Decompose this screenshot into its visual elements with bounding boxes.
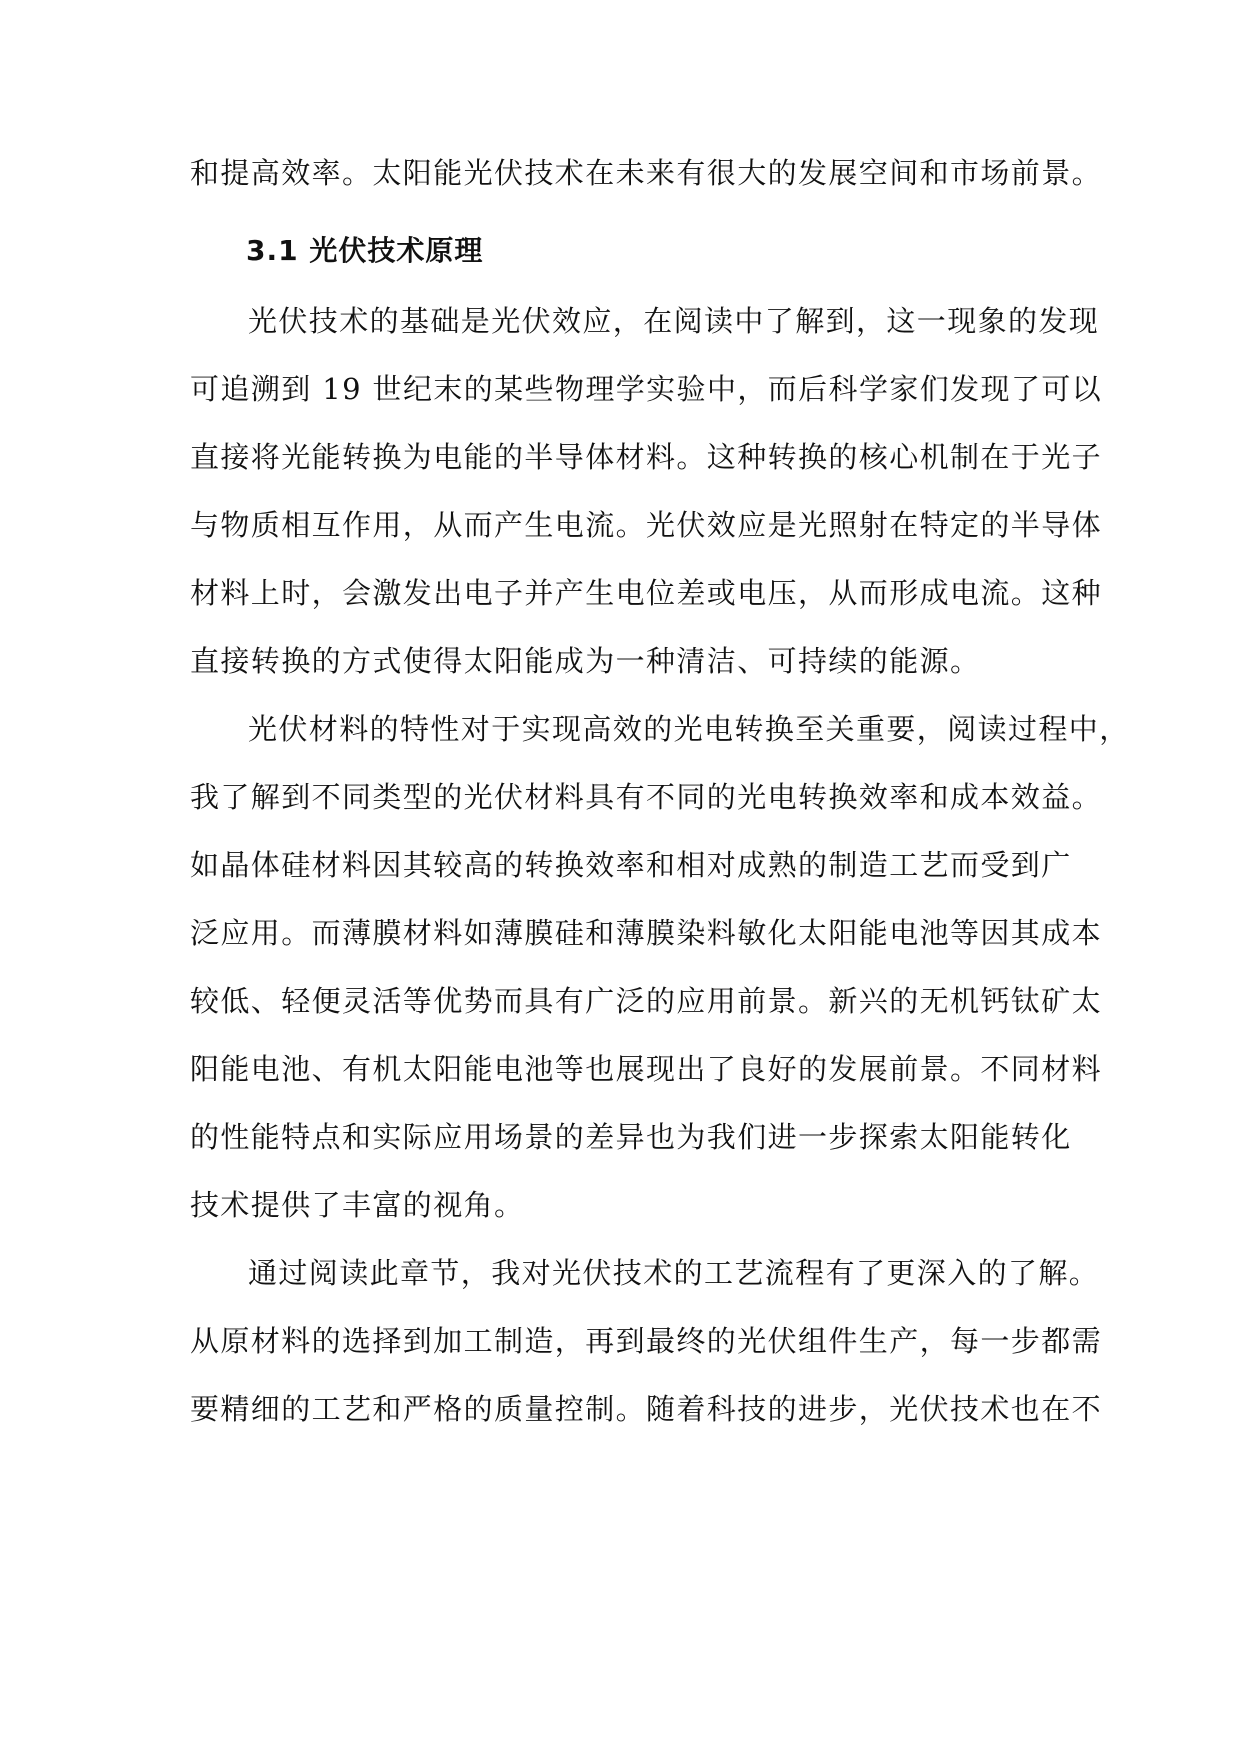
section-heading: 3.1 光伏技术原理 xyxy=(246,234,484,267)
text-line-18: 从原材料的选择到加工制造，再到最终的光伏组件生产，每一步都需 xyxy=(190,1324,1103,1358)
text-line-16: 技术提供了丰富的视角。 xyxy=(190,1188,525,1222)
text-line-11: 如晶体硅材料因其较高的转换效率和相对成熟的制造工艺而受到广 xyxy=(190,848,1072,882)
text-line-1: 和提高效率。太阳能光伏技术在未来有很大的发展空间和市场前景。 xyxy=(190,156,1103,190)
text-line-19: 要精细的工艺和严格的质量控制。随着科技的进步，光伏技术也在不 xyxy=(190,1392,1103,1426)
text-line-6: 与物质相互作用，从而产生电流。光伏效应是光照射在特定的半导体 xyxy=(190,508,1103,542)
text-line-17: 通过阅读此章节，我对光伏技术的工艺流程有了更深入的了解。 xyxy=(248,1256,1100,1290)
text-line-3: 光伏技术的基础是光伏效应，在阅读中了解到，这一现象的发现 xyxy=(248,304,1100,338)
text-line-13: 较低、轻便灵活等优势而具有广泛的应用前景。新兴的无机钙钛矿太 xyxy=(190,984,1103,1018)
text-line-14: 阳能电池、有机太阳能电池等也展现出了良好的发展前景。不同材料 xyxy=(190,1052,1103,1086)
text-line-9: 光伏材料的特性对于实现高效的光电转换至关重要，阅读过程中， xyxy=(248,712,1130,746)
text-line-10: 我了解到不同类型的光伏材料具有不同的光电转换效率和成本效益。 xyxy=(190,780,1103,814)
text-line-5: 直接将光能转换为电能的半导体材料。这种转换的核心机制在于光子 xyxy=(190,440,1103,474)
text-line-7: 材料上时，会激发出电子并产生电位差或电压，从而形成电流。这种 xyxy=(190,576,1103,610)
text-line-8: 直接转换的方式使得太阳能成为一种清洁、可持续的能源。 xyxy=(190,644,981,678)
text-line-4: 可追溯到 19 世纪末的某些物理学实验中，而后科学家们发现了可以 xyxy=(190,372,1103,406)
text-line-12: 泛应用。而薄膜材料如薄膜硅和薄膜染料敏化太阳能电池等因其成本 xyxy=(190,916,1103,950)
text-line-15: 的性能特点和实际应用场景的差异也为我们进一步探索太阳能转化 xyxy=(190,1120,1072,1154)
